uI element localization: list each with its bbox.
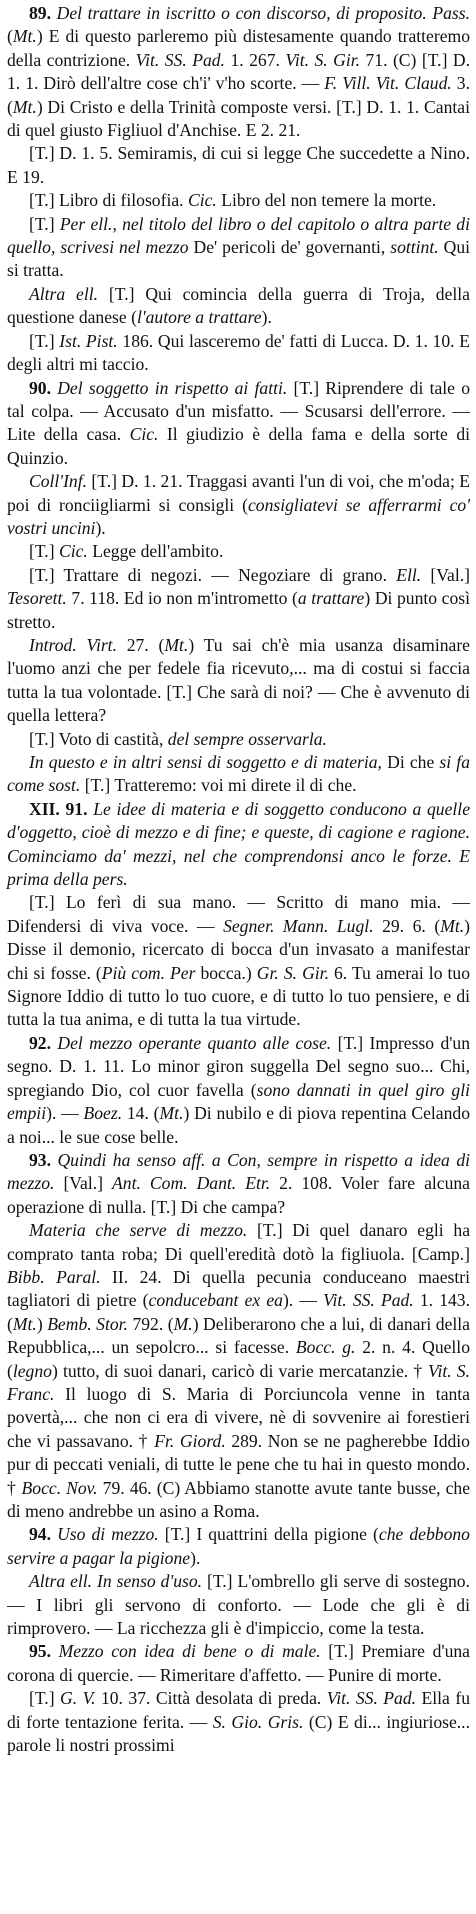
text-run: ) Deliberarono che a lui, di danari della Repubblica,... un sepolcro... si facesse. xyxy=(7,1313,470,1358)
text-run: Di che xyxy=(381,752,440,772)
text-run: 1. 267. xyxy=(224,49,286,70)
italic-text: Vit. S. Gir. xyxy=(285,49,361,70)
text-run: Il giudizio è della fama e della sorte di Quinzio. xyxy=(7,424,471,468)
paragraph xyxy=(7,213,470,283)
text-run: [T.] xyxy=(29,1688,61,1709)
italic-text: Gr. S. Gir. xyxy=(256,962,329,983)
text-run: ) Di Cristo e della Trinità composte versi. [T.] D. 1. 1. Cantai di quel giusto Figliuol d'Anchise. E 2. 21. xyxy=(7,96,470,141)
text-run: [T.] xyxy=(29,213,60,234)
text-run: [T.] Voto di castità, xyxy=(29,728,168,749)
italic-text: Le idee di materia e di soggetto conducono a quelle d'oggetto, cioè di mezzo e di fine; e queste, di cagione e ragione. Cominciamo da' mezzi, nel che comprendonsi anco le forze. E prima della pers. xyxy=(7,798,470,890)
italic-text: F. Vill. Vit. Claud. xyxy=(324,73,452,94)
text-run: [T.] Tratteremo: voi mi direte il di che. xyxy=(80,775,357,796)
italic-text: Cic. xyxy=(58,541,88,562)
entry-number: 89. xyxy=(29,3,57,23)
text-run: ). — xyxy=(46,1103,84,1124)
italic-text: Mezzo con idea di bene o di male. xyxy=(58,1641,321,1662)
text-run: [T.] Riprendere di tale o tal colpa. — Accusato d'un misfatto. — Scusarsi dell'errore. — Lite della casa. xyxy=(7,377,470,445)
italic-text: Del soggetto in rispetto ai fatti. xyxy=(57,377,288,398)
italic-text: sono dannati in quel giro gli empii xyxy=(7,1079,471,1124)
paragraph xyxy=(7,1640,470,1687)
text-run: 10. 37. Città desolata di preda. xyxy=(95,1688,327,1709)
italic-text: Mt. xyxy=(12,26,37,47)
italic-text: Tesorett. xyxy=(7,588,67,609)
italic-text: Ant. Com. Dant. Etr. xyxy=(112,1173,271,1194)
italic-text: In questo e in altri sensi di soggetto e di materia, xyxy=(29,752,382,772)
text-run: Ella fu di forte tentazione ferita. — xyxy=(7,1688,470,1732)
paragraph xyxy=(7,634,470,728)
italic-text: del sempre osservarla. xyxy=(167,728,327,749)
entry-number: 93. xyxy=(29,1149,58,1170)
italic-text: Coll'Inf. xyxy=(29,471,88,492)
text-run: (C) E di... ingiuriose... parole li nostri prossimi xyxy=(7,1711,470,1756)
italic-text: che debbono servire a pagar la pigione xyxy=(7,1524,470,1568)
italic-text: Altra ell. xyxy=(29,1571,93,1592)
text-run: [T.] Qui comincia della guerra di Troja, della questione danese ( xyxy=(7,283,470,328)
text-run: 2. 108. Voler fare alcuna operazione di nulla. [T.] Di che campa? xyxy=(7,1173,470,1217)
italic-text: Vit. S. Franc. xyxy=(7,1360,470,1404)
paragraph xyxy=(7,330,470,377)
paragraph xyxy=(7,283,470,330)
text-run: [T.] Lo ferì di sua mano. — Scritto di mano mia. — Difendersi di viva voce. — xyxy=(7,892,470,936)
text-run: ) tutto, di suoi danari, caricò di varie mercatanzie. † xyxy=(51,1360,429,1381)
italic-text: Mt. xyxy=(440,915,465,936)
entry-number: XII. 91. xyxy=(29,798,94,819)
text-run: 2. n. 4. Quello ( xyxy=(7,1337,470,1381)
paragraph xyxy=(7,377,470,471)
paragraph xyxy=(7,1219,470,1523)
italic-text: sottint. xyxy=(390,237,439,258)
italic-text: Mt. xyxy=(164,634,189,655)
text-run: bocca.) xyxy=(195,962,257,983)
text-run: ) Tu sai ch'è mia usanza disaminare l'uomo anzi che per fedele fia ricevuto,... ma di costui si faccia tutta la tua volontade. [T.] Che sarà di noi? — Che è avvenuto di quella lettera? xyxy=(7,634,470,726)
italic-text: Materia che serve di mezzo. xyxy=(29,1220,248,1241)
paragraph xyxy=(7,189,470,212)
text-run: ) E di questo parleremo più distesamente quando tratteremo della contrizione. xyxy=(7,26,470,70)
text-run: [T.] Di quel danaro egli ha comprato tanta roba; Di quell'eredità dotò la figliuola. [Camp.] xyxy=(7,1220,470,1264)
text-run: [T.] Impresso d'un segno. D. 1. 11. Lo minor giron suggella Del segno suo... Chi, spregiando Dio, col cuor favella ( xyxy=(7,1032,471,1100)
text-run: 7. 118. Ed io non m'intrometto ( xyxy=(66,588,298,609)
text-run: [Val.] xyxy=(421,564,471,585)
italic-text: Per ell., nel titolo del libro o del capitolo o altra parte di quello, scrivesi nel mezzo xyxy=(7,213,470,258)
text-run: [T.] I quattrini della pigione ( xyxy=(158,1524,379,1545)
text-run: Il luogo di S. Maria di Porciuncola venne in tanta povertà,... che non ci era di vivere, nè di sovvenire ai forestieri che vi passavano. † xyxy=(7,1383,470,1451)
italic-text: Vit. SS. Pad. xyxy=(326,1688,417,1709)
text-run: ( xyxy=(7,26,13,47)
italic-text: Bocc. g. xyxy=(295,1337,356,1358)
paragraph xyxy=(7,1523,470,1570)
text-run: 1. 143. ( xyxy=(7,1290,470,1334)
text-run: 27. ( xyxy=(116,634,165,655)
entry-number: 94. xyxy=(29,1524,58,1545)
text-run: Libro del non temere la morte. xyxy=(216,190,437,211)
italic-text: Bibb. Paral. xyxy=(7,1266,101,1287)
text-run: 79. 46. (C) Abbiamo stanotte avute tante busse, che di meno andrebbe un asino a Roma. xyxy=(7,1477,470,1521)
text-run: 29. 6. ( xyxy=(373,915,441,936)
italic-text: Ell. xyxy=(396,564,422,585)
paragraph xyxy=(7,564,470,634)
italic-text: Bocc. Nov. xyxy=(21,1477,98,1498)
paragraph xyxy=(7,142,470,189)
paragraph xyxy=(7,470,470,540)
text-run: ). — xyxy=(282,1290,324,1311)
italic-text: Uso di mezzo. xyxy=(57,1524,159,1545)
italic-text: Mt. xyxy=(12,96,37,117)
text-run: ). xyxy=(190,1547,201,1568)
entry-number: 95. xyxy=(29,1641,59,1662)
italic-text: Cic. xyxy=(187,190,217,211)
italic-text: Boez. xyxy=(83,1103,123,1124)
italic-text: Quindi ha senso aff. a Con, sempre in rispetto a idea di mezzo. xyxy=(7,1149,471,1194)
italic-text: Vit. SS. Pad. xyxy=(323,1290,414,1311)
italic-text: S. Gio. Gris. xyxy=(212,1711,304,1732)
text-run: Legge dell'ambito. xyxy=(87,541,224,562)
text-run: Qui si tratta. xyxy=(7,237,471,281)
italic-text: Del trattare in iscritto o con discorso, di proposito. Pass. xyxy=(56,3,471,23)
text-run: [T.] xyxy=(29,541,59,562)
entry-number: 92. xyxy=(29,1032,58,1053)
text-run: [T.] xyxy=(29,330,60,351)
italic-text: l'autore a trattare xyxy=(136,307,262,328)
text-run: [T.] Premiare d'una corona di quercie. — Rimeritare d'affetto. — Punire di morte. xyxy=(7,1641,470,1685)
italic-text: conducebant ex ea xyxy=(148,1290,283,1311)
text-run: 289. Non se ne pagherebbe Iddio pur di peccati veniali, di tutte le pene che tu hai in questo mondo. † xyxy=(7,1430,470,1498)
text-run: 14. ( xyxy=(122,1103,160,1124)
italic-text: Introd. Virt. xyxy=(29,634,117,655)
text-run: 3. ( xyxy=(7,73,470,117)
italic-text: Mt. xyxy=(12,1313,37,1334)
text-run: II. 24. Di quella pecunia conduceano maestri tagliatori di pietre ( xyxy=(7,1266,470,1311)
text-run: [T.] D. 1. 21. Traggasi avanti l'un di voi, che m'oda; E poi di ronciigliarmi si consigli ( xyxy=(7,471,470,515)
text-run: ) Di punto così stretto. xyxy=(7,588,470,632)
text-run: [Val.] xyxy=(54,1173,113,1194)
paragraph xyxy=(7,891,470,1031)
paragraph xyxy=(7,728,470,751)
italic-text: Bemb. Stor. xyxy=(47,1313,128,1334)
italic-text: Vit. SS. Pad. xyxy=(135,49,225,70)
paragraph xyxy=(7,540,470,563)
italic-text: Ist. Pist. xyxy=(59,330,118,351)
paragraph xyxy=(7,1687,470,1757)
italic-text: In senso d'uso. xyxy=(97,1571,203,1592)
italic-text: a trattare xyxy=(297,588,365,609)
italic-text: si fa come sost. xyxy=(7,752,470,796)
italic-text: M. xyxy=(173,1313,193,1334)
text-run: ) Di nubilo e di piova repentina Celando a noi... le sue cose belle. xyxy=(7,1103,470,1147)
italic-text: legno xyxy=(12,1360,52,1381)
italic-text: Mt. xyxy=(159,1103,184,1124)
text-run: [T.] Trattare di negozi. — Negoziare di grano. xyxy=(29,564,397,585)
italic-text: G. V. xyxy=(60,1688,96,1709)
italic-text: Fr. Giord. xyxy=(154,1430,226,1451)
entry-number: 90. xyxy=(29,377,58,398)
italic-text: consigliatevi se afferrarmi co' vostri uncini xyxy=(7,494,470,538)
text-run: [T.] Libro di filosofia. xyxy=(29,190,188,211)
text-run: ). xyxy=(261,307,272,328)
text-run: De' pericoli de' governanti, xyxy=(188,237,391,258)
text-run: ). xyxy=(95,517,106,538)
italic-text: Più com. Per xyxy=(101,962,196,983)
paragraph xyxy=(7,1032,470,1149)
text-run: ) xyxy=(36,1313,48,1334)
paragraph xyxy=(7,1570,470,1640)
italic-text: Segner. Mann. Lugl. xyxy=(223,915,374,936)
paragraph xyxy=(7,2,470,142)
text-run: 6. Tu amerai lo tuo Signore Iddio di tutto lo tuo cuore, e di tutto lo tuo pensiere, e di tutta la tua anima, e di tutta la tua virtude. xyxy=(7,962,471,1030)
text-run: 186. Qui lasceremo de' fatti di Lucca. D. 1. 10. E degli altri mi taccio. xyxy=(7,330,470,375)
text-run: 71. (C) [T.] D. 1. 1. Dirò dell'altre cose ch'i' v'ho scorte. — xyxy=(7,49,470,94)
paragraph xyxy=(7,798,470,892)
italic-text: Del mezzo operante quanto alle cose. xyxy=(57,1032,332,1053)
paragraph xyxy=(7,1149,470,1219)
text-run: [T.] L'ombrello gli serve di sostegno. — I libri gli servono di conforto. — Lode che gli è di rimprovero. — La ricchezza gli è d'impiccio, come la testa. xyxy=(7,1571,470,1639)
italic-text: Altra ell. xyxy=(29,283,99,304)
text-run: 792. ( xyxy=(127,1313,174,1334)
text-run: ) Disse il demonio, ricercato di bocca d'un invasato a manifestar chi si fosse. ( xyxy=(7,915,470,983)
italic-text: Cic. xyxy=(129,424,159,445)
text-run: [T.] D. 1. 5. Semiramis, di cui si legge Che succedette a Nino. E 19. xyxy=(7,143,470,187)
paragraph xyxy=(7,751,470,798)
